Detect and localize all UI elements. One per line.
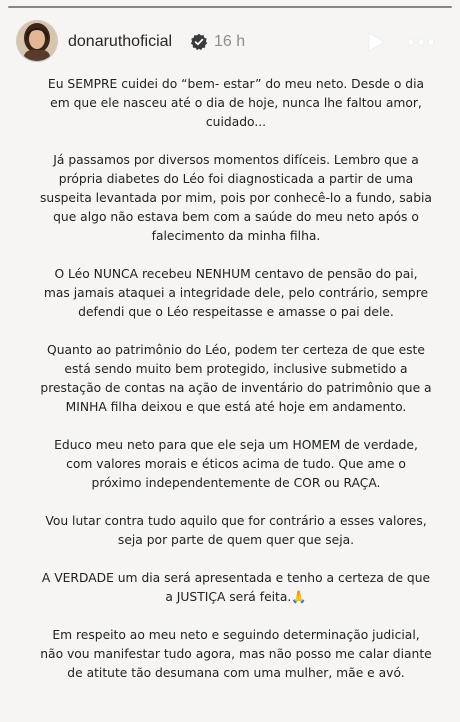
more-options-icon[interactable] [406, 32, 436, 52]
verified-badge-icon [190, 33, 208, 51]
story-timestamp: 16 h [214, 33, 246, 50]
story-progress-fill [8, 6, 452, 8]
paragraph-3: O Léo NUNCA recebeu NENHUM centavo de pensão do pai, mas jamais ataquei a integridade dele, pelo contrário, sempre defendi que o Léo respeitasse e amasse o pai dele. [43, 267, 429, 319]
username[interactable]: donaruthoficial [68, 33, 173, 50]
avatar-image [16, 20, 58, 62]
paragraph-5: Educo meu neto para que ele seja um HOMEM de verdade, com valores morais e éticos acima de tudo. Que ame o próximo independentemente de COR ou RAÇA. [54, 438, 418, 490]
story-header [0, 18, 460, 66]
paragraph-7: A VERDADE um dia será apresentada e tenho a certeza de que a JUSTIÇA será feita.🙏 [41, 571, 431, 604]
paragraph-6: Vou lutar contra tudo aquilo que for contrário a esses valores, seja por parte de quem quer que seja. [45, 514, 427, 547]
play-icon[interactable] [366, 31, 386, 53]
story-text-content [40, 75, 432, 702]
paragraph-4: Quanto ao patrimônio do Léo, podem ter certeza de que este está sendo muito bem protegido, inclusive submetido a prestação de contas na ação de inventário do patrimônio que a MINHA filha deixou e que está até hoje em andamento. [40, 343, 432, 414]
paragraph-2: Já passamos por diversos momentos difíceis. Lembro que a própria diabetes do Léo foi diagnosticada a partir de uma suspeita levantada por mim, pois por conhecê-lo a fundo, sabia que algo não estava bem com a saúde do meu neto após o falecimento da minha filha. [40, 153, 432, 243]
avatar[interactable] [16, 20, 58, 62]
paragraph-8: Em respeito ao meu neto e seguindo determinação judicial, não vou manifestar tudo agora, mas não posso me calar diante de atitute tão desumana com uma mulher, mãe e avó. [40, 628, 432, 680]
paragraph-1: Eu SEMPRE cuidei do “bem- estar” do meu neto. Desde o dia em que ele nasceu até o dia de hoje, nunca lhe faltou amor, cuidado... [47, 77, 425, 129]
story-progress-bar [8, 6, 452, 8]
